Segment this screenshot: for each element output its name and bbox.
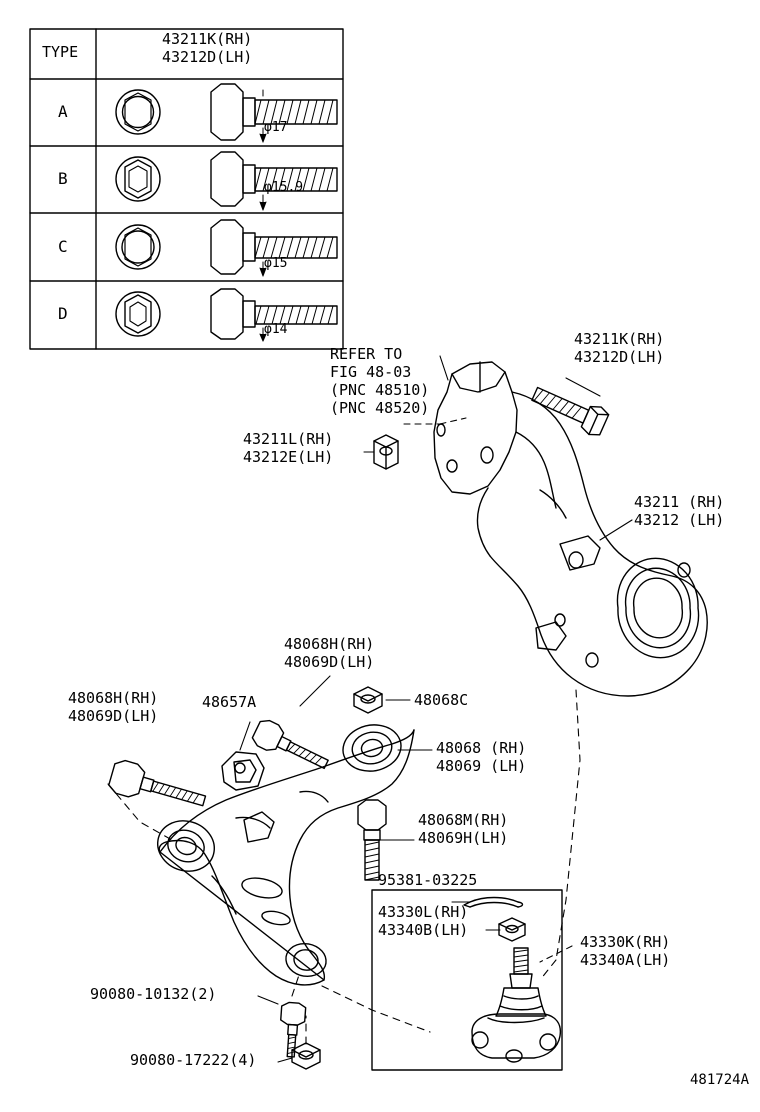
callout-ball-joint-clip: 95381-03225 [378, 871, 478, 889]
type-row-letter-d: D [58, 304, 68, 323]
figure-code: 481724A [690, 1072, 750, 1088]
callout-nut-90080-17222: 90080-17222(4) [130, 1051, 257, 1069]
type-row-dim-a: φ17 [264, 120, 288, 135]
callout-ball-joint-line-2: 43340A(LH) [580, 951, 671, 969]
callout-ball-joint-nut-line-2: 43340B(LH) [378, 921, 469, 939]
callout-lower-control-arm-line-2: 48069 (LH) [436, 757, 527, 775]
type-table-header-part-1: 43211K(RH) [162, 30, 253, 48]
callout-arm-bolt-long-line-1: 48068M(RH) [418, 811, 509, 829]
type-row-dim-c: φ15 [264, 256, 288, 271]
callout-knuckle-bolt-line-1: 43211K(RH) [574, 330, 665, 348]
callout-knuckle-bolt-line-2: 43212D(LH) [574, 348, 665, 366]
type-row-letter-b: B [58, 169, 68, 188]
callout-ball-joint-line-1: 43330K(RH) [580, 933, 671, 951]
callout-lower-arm-bolt-front-line-2: 48069D(LH) [68, 707, 159, 725]
callout-lower-arm-bolt-front-line-1: 48068H(RH) [68, 689, 159, 707]
callout-knuckle-nut-line-2: 43212E(LH) [243, 448, 334, 466]
callout-lower-arm-bolt-rear-line-2: 48069D(LH) [284, 653, 375, 671]
callout-steering-knuckle-line-1: 43211 (RH) [634, 493, 725, 511]
callout-arm-bolt-long-line-2: 48069H(LH) [418, 829, 509, 847]
callout-lower-arm-nut: 48068C [414, 691, 469, 709]
refer-note-line-1: REFER TO [330, 345, 403, 363]
type-table-header-part-2: 43212D(LH) [162, 48, 253, 66]
callout-knuckle-nut-line-1: 43211L(RH) [243, 430, 334, 448]
type-table-header-type: TYPE [42, 43, 79, 61]
type-row-letter-a: A [58, 102, 68, 121]
callout-lower-arm-bracket: 48657A [202, 693, 257, 711]
refer-note-line-2: FIG 48-03 [330, 363, 412, 381]
callout-lower-arm-bolt-rear-line-1: 48068H(RH) [284, 635, 375, 653]
type-row-letter-c: C [58, 237, 68, 256]
callout-steering-knuckle-line-2: 43212 (LH) [634, 511, 725, 529]
callout-ball-joint-nut-line-1: 43330L(RH) [378, 903, 469, 921]
refer-note-line-4: (PNC 48520) [330, 399, 430, 417]
callout-bolt-90080-10132: 90080-10132(2) [90, 985, 217, 1003]
callout-lower-control-arm-line-1: 48068 (RH) [436, 739, 527, 757]
refer-note-line-3: (PNC 48510) [330, 381, 430, 399]
type-row-dim-b: φ15.9 [264, 180, 304, 195]
type-row-dim-d: φ14 [264, 322, 288, 337]
